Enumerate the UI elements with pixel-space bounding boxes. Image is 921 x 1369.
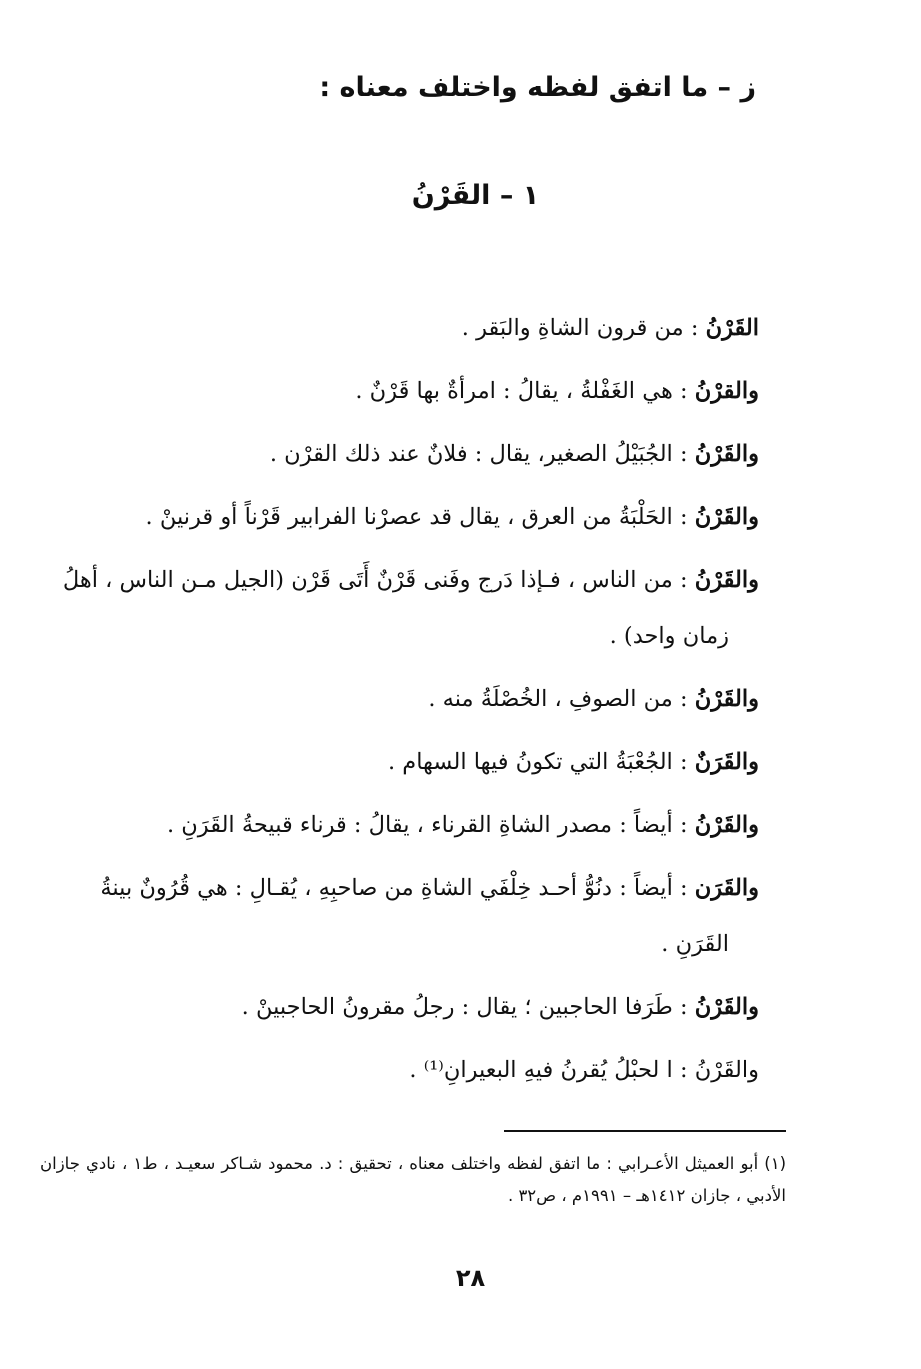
entry [50, 1042, 759, 1098]
entry-term: والقَرْنُ [694, 567, 759, 593]
footnote-separator [504, 1130, 786, 1132]
entry-term: والقَرَن [694, 875, 759, 901]
entry-term: والقَرْنُ [694, 504, 759, 530]
entry [50, 734, 759, 790]
entry-title: ١ – القَرْنُ [411, 180, 540, 211]
entries-list [50, 300, 759, 1105]
entry-continuation: زمان واحد) . [609, 623, 729, 649]
entry-definition: : أيضاً : مصدر الشاةِ القرناء ، يقالُ : قرناء قبيحةُ القَرَنِ . [166, 812, 695, 838]
section-heading: ز – ما اتفق لفظه واختلف معناه : [319, 72, 756, 103]
entry [50, 860, 759, 972]
entry-term: والقَرْنُ [694, 994, 759, 1020]
entry-definition: : الجُعْبَةُ التي تكونُ فيها السهام . [387, 749, 695, 775]
entry-definition: : من الناس ، فـإذا دَرج وفَنى قَرْنٌ أَتَى قَرْن (الجيل مـن الناس ، أهلُ [62, 567, 695, 593]
entry-definition: : أيضاً : دنُوُّ أحـد خِلْفَي الشاةِ من صاحبِهِ ، يُقـالِ : هي قُرُونٌ بينةُ [100, 875, 695, 901]
entry-definition: : ا لحبْلُ يُقرنُ فيهِ البعيرانِ⁽¹⁾ . [409, 1057, 695, 1083]
entry-term: والقَرْنُ [694, 686, 759, 712]
entry [50, 300, 759, 356]
entry-definition: : من قرون الشاةِ والبَقر . [461, 315, 706, 341]
entry-term: والقَرْنُ [694, 441, 759, 467]
entry-term: والقَرْنُ [694, 1057, 759, 1083]
entry [50, 363, 759, 419]
entry-continuation: القَرَنِ . [661, 931, 729, 957]
entry-definition: : طَرَفا الحاجبين ؛ يقال : رجلُ مقرونُ الحاجبينْ . [241, 994, 695, 1020]
entry [50, 552, 759, 664]
entry [50, 979, 759, 1035]
entry [50, 489, 759, 545]
entry-term: والقرْنُ [694, 378, 759, 404]
entry-term: والقَرْنُ [694, 812, 759, 838]
entry-term: والقَرَنٌ [694, 749, 759, 775]
entry-definition: : الجُبَيْلُ الصغير، يقال : فلانٌ عند ذلك القرْن . [269, 441, 695, 467]
page-number: ٢٨ [455, 1264, 486, 1292]
entry-term: القَرْنُ [705, 315, 759, 341]
footnote: (١) أبو العميثل الأعـرابي : ما اتفق لفظه واختلف معناه ، تحقيق : د. محمود شـاكر سعيـد ، ط١ ، نادي جازان الأدبي ، جازان ١٤١٢هـ – ١٩٩١م ، ص٣٢ . [40, 1154, 787, 1205]
entry [50, 671, 759, 727]
entry [50, 426, 759, 482]
entry [50, 797, 759, 853]
entry-definition: : من الصوفِ ، الخُصْلَةُ منه . [428, 686, 695, 712]
entry-definition: : الحَلْبَةُ من العرق ، يقال قد عصرْنا الفرابير قَرْناً أو قرنينْ . [145, 504, 695, 530]
entry-definition: : هي الغَفْلةُ ، يقالُ : امرأةٌ بها قَرْنٌ . [355, 378, 695, 404]
